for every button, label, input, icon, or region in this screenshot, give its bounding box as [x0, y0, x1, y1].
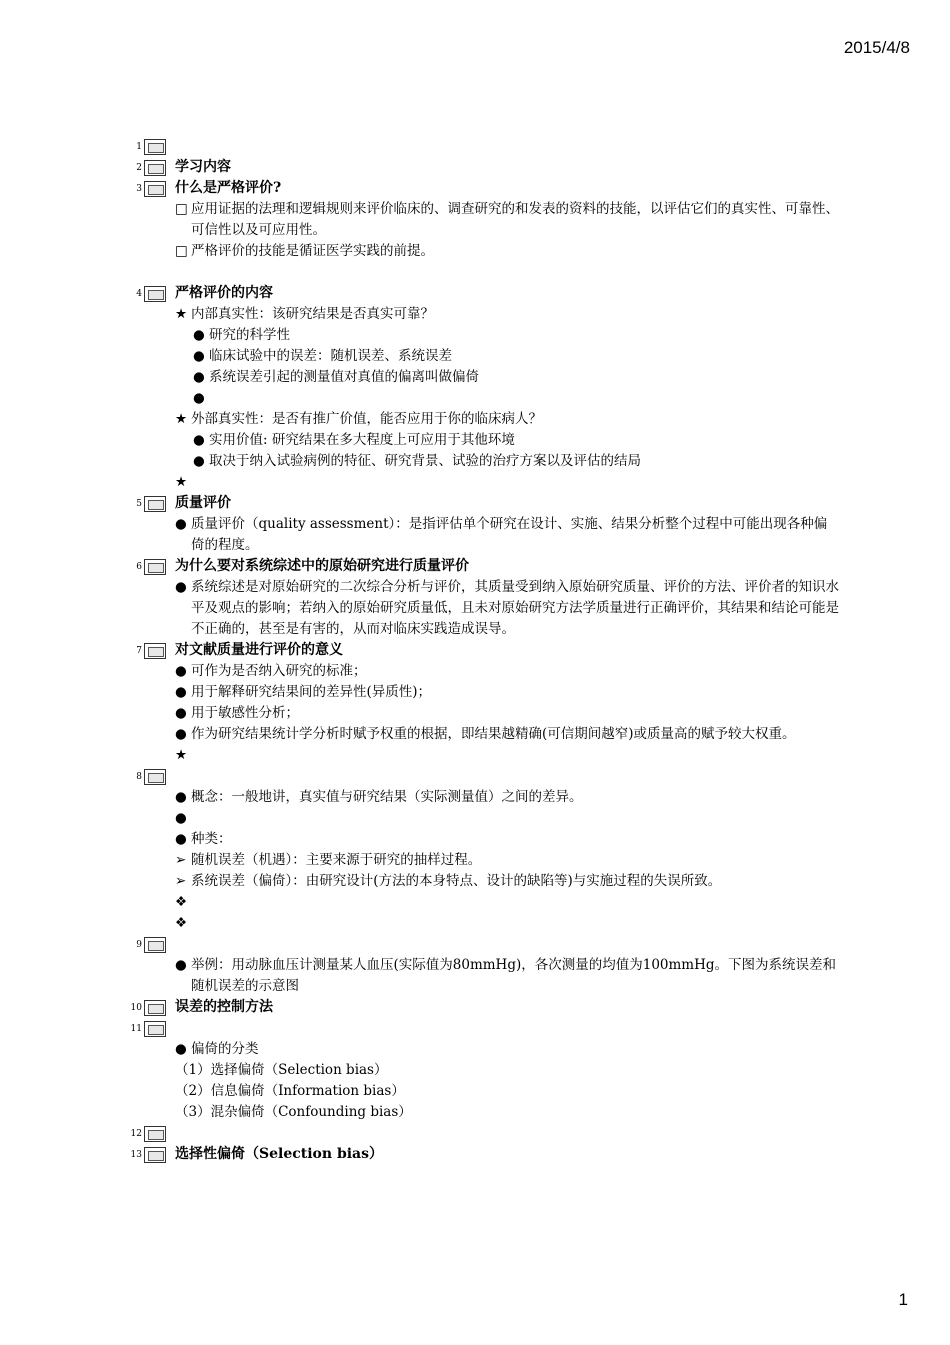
slide-number: 7	[136, 646, 142, 656]
bullet-marker-icon: ●	[175, 516, 187, 532]
slide-thumbnail-icon[interactable]	[144, 496, 166, 512]
slide-row[interactable]	[120, 640, 840, 661]
bullet-text: 用于敏感性分析；	[191, 705, 299, 721]
bullet-text: 实用价值: 研究结果在多大程度上可应用于其他环境	[209, 432, 515, 448]
bullet-marker-icon: ●	[193, 432, 205, 448]
bullet-marker-icon: ●	[193, 369, 205, 385]
outline-bullet	[120, 724, 840, 745]
outline-bullet	[120, 955, 840, 997]
slide-title: 对文献质量进行评价的意义	[175, 642, 343, 658]
bullet-text: 内部真实性：该研究结果是否真实可靠？	[191, 306, 434, 322]
bullet-text: 系统误差（偏倚）：由研究设计(方法的本身特点、设计的缺陷等)与实施过程的失误所致。	[191, 873, 722, 889]
slide-outline	[120, 136, 840, 1165]
slide-row[interactable]	[120, 766, 840, 787]
bullet-marker-icon: ★	[175, 306, 188, 322]
bullet-text: 随机误差（机遇）：主要来源于研究的抽样过程。	[191, 852, 482, 868]
bullet-marker-icon: ❖	[175, 915, 188, 931]
outline-bullet	[120, 241, 840, 262]
slide-number: 11	[130, 1024, 142, 1034]
outline-bullet	[120, 514, 840, 556]
slide-number: 5	[136, 499, 142, 509]
slide-thumbnail-icon[interactable]	[144, 769, 166, 785]
slide-row[interactable]	[120, 283, 840, 304]
outline-bullet	[120, 850, 840, 871]
bullet-marker-icon: ➢	[175, 873, 187, 889]
slide-title: 为什么要对系统综述中的原始研究进行质量评价	[175, 558, 469, 574]
slide-thumbnail-icon[interactable]	[144, 1126, 166, 1142]
bullet-marker-icon: ●	[193, 453, 205, 469]
slide-number: 10	[130, 1003, 142, 1013]
spacer	[120, 262, 840, 283]
bullet-text: 偏倚的分类	[191, 1041, 259, 1057]
slide-number: 1	[136, 142, 142, 152]
bullet-text: 质量评价（quality assessment）：是指评估单个研究在设计、实施、结果分析整个过程中可能出现各种偏倚的程度。	[191, 516, 828, 553]
bullet-text: 概念：一般地讲，真实值与研究结果（实际测量值）之间的差异。	[191, 789, 583, 805]
bullet-marker-icon: ●	[175, 705, 187, 721]
outline-bullet	[120, 1039, 840, 1060]
slide-number: 13	[130, 1150, 142, 1160]
slide-thumbnail-icon[interactable]	[144, 937, 166, 953]
bullet-text: 临床试验中的误差：随机误差、系统误差	[209, 348, 452, 364]
outline-bullet	[120, 892, 840, 913]
slide-number: 4	[136, 289, 142, 299]
slide-row[interactable]	[120, 136, 840, 157]
slide-row[interactable]	[120, 1123, 840, 1144]
slide-row[interactable]	[120, 1018, 840, 1039]
bullet-marker-icon: □	[175, 201, 188, 217]
bullet-marker-icon: ●	[193, 348, 205, 364]
outline-bullet	[120, 472, 840, 493]
bullet-marker-icon: □	[175, 243, 188, 259]
bullet-text: 应用证据的法理和逻辑规则来评价临床的、调查研究的和发表的资料的技能，以评估它们的真实性、可靠性、可信性以及可应用性。	[191, 201, 839, 238]
outline-bullet	[120, 430, 840, 451]
outline-bullet	[120, 682, 840, 703]
slide-thumbnail-icon[interactable]	[144, 1147, 166, 1163]
bullet-marker-icon: ●	[175, 957, 187, 973]
bullet-marker-icon: ➢	[175, 852, 187, 868]
bullet-marker-icon: ★	[175, 474, 188, 490]
outline-bullet	[120, 829, 840, 850]
outline-bullet	[120, 346, 840, 367]
bullet-marker-icon: ●	[175, 831, 187, 847]
bullet-text: （2）信息偏倚（Information bias）	[175, 1083, 405, 1099]
slide-thumbnail-icon[interactable]	[144, 181, 166, 197]
outline-bullet	[120, 787, 840, 808]
slide-number: 9	[136, 940, 142, 950]
bullet-text: 举例：用动脉血压计测量某人血压(实际值为80mmHg)，各次测量的均值为100mmHg。下图为系统误差和随机误差的示意图	[191, 957, 837, 994]
bullet-marker-icon: ●	[193, 390, 205, 406]
bullet-text: 系统综述是对原始研究的二次综合分析与评价，其质量受到纳入原始研究质量、评价的方法、评价者的知识水平及观点的影响；若纳入的原始研究质量低，且未对原始研究方法学质量进行正确评价，其结果和结论可能是不正确的，甚至是有害的，从而对临床实践造成误导。	[191, 579, 839, 637]
slide-title: 选择性偏倚（Selection bias）	[175, 1146, 384, 1162]
slide-title: 误差的控制方法	[175, 999, 273, 1015]
outline-bullet	[120, 871, 840, 892]
bullet-text: 系统误差引起的测量值对真值的偏离叫做偏倚	[209, 369, 479, 385]
bullet-marker-icon: ●	[175, 684, 187, 700]
bullet-text: 严格评价的技能是循证医学实践的前提。	[191, 243, 434, 259]
slide-number: 8	[136, 772, 142, 782]
slide-title: 学习内容	[175, 159, 231, 175]
bullet-text: 作为研究结果统计学分析时赋予权重的根据，即结果越精确(可信期间越窄)或质量高的赋予较大权重。	[191, 726, 796, 742]
outline-bullet	[120, 367, 840, 388]
outline-bullet	[120, 1060, 840, 1081]
bullet-marker-icon: ●	[175, 663, 187, 679]
slide-thumbnail-icon[interactable]	[144, 286, 166, 302]
slide-thumbnail-icon[interactable]	[144, 1021, 166, 1037]
slide-row[interactable]	[120, 178, 840, 199]
outline-bullet	[120, 325, 840, 346]
bullet-text: 研究的科学性	[209, 327, 290, 343]
slide-thumbnail-icon[interactable]	[144, 643, 166, 659]
slide-thumbnail-icon[interactable]	[144, 139, 166, 155]
slide-number: 2	[136, 163, 142, 173]
outline-bullet	[120, 745, 840, 766]
outline-bullet	[120, 1081, 840, 1102]
slide-number: 3	[136, 184, 142, 194]
outline-bullet	[120, 199, 840, 241]
outline-bullet	[120, 451, 840, 472]
slide-row[interactable]	[120, 997, 840, 1018]
bullet-text: 可作为是否纳入研究的标准；	[191, 663, 367, 679]
outline-bullet	[120, 304, 840, 325]
bullet-text: 种类：	[191, 831, 232, 847]
bullet-text: （1）选择偏倚（Selection bias）	[175, 1062, 388, 1078]
outline-bullet	[120, 913, 840, 934]
bullet-marker-icon: ★	[175, 411, 188, 427]
slide-number: 6	[136, 562, 142, 572]
bullet-marker-icon: ●	[175, 1041, 187, 1057]
slide-row[interactable]	[120, 493, 840, 514]
slide-row[interactable]	[120, 157, 840, 178]
outline-bullet	[120, 388, 840, 409]
bullet-marker-icon: ❖	[175, 894, 188, 910]
slide-row[interactable]	[120, 1144, 840, 1165]
outline-bullet	[120, 1102, 840, 1123]
bullet-marker-icon: ●	[193, 327, 205, 343]
bullet-text: 用于解释研究结果间的差异性(异质性)；	[191, 684, 432, 700]
bullet-marker-icon: ★	[175, 747, 188, 763]
slide-thumbnail-icon[interactable]	[144, 160, 166, 176]
outline-bullet	[120, 409, 840, 430]
slide-number: 12	[130, 1129, 142, 1139]
slide-thumbnail-icon[interactable]	[144, 1000, 166, 1016]
bullet-text: 外部真实性：是否有推广价值，能否应用于你的临床病人？	[191, 411, 542, 427]
outline-bullet	[120, 661, 840, 682]
outline-bullet	[120, 808, 840, 829]
slide-title: 质量评价	[175, 495, 231, 511]
slide-thumbnail-icon[interactable]	[144, 559, 166, 575]
outline-bullet	[120, 577, 840, 640]
slide-row[interactable]	[120, 934, 840, 955]
bullet-text: （3）混杂偏倚（Confounding bias）	[175, 1104, 412, 1120]
page-number: 1	[898, 1290, 908, 1309]
bullet-marker-icon: ●	[175, 789, 187, 805]
slide-row[interactable]	[120, 556, 840, 577]
bullet-text: 取决于纳入试验病例的特征、研究背景、试验的治疗方案以及评估的结局	[209, 453, 641, 469]
slide-title: 严格评价的内容	[175, 285, 273, 301]
outline-bullet	[120, 703, 840, 724]
bullet-marker-icon: ●	[175, 726, 187, 742]
slide-title: 什么是严格评价?	[175, 180, 282, 196]
header-date: 2015/4/8	[843, 38, 910, 57]
bullet-marker-icon: ●	[175, 810, 187, 826]
bullet-marker-icon: ●	[175, 579, 187, 595]
